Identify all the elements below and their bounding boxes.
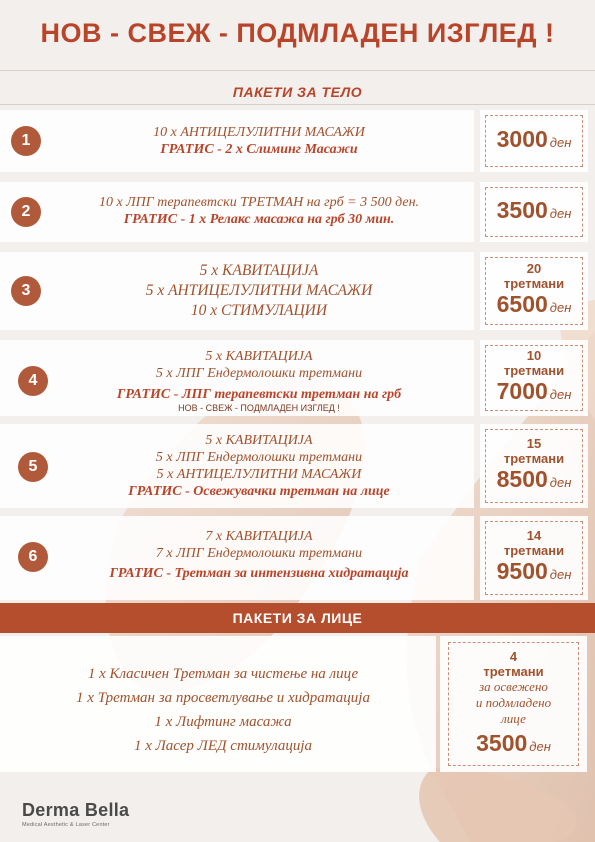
package-line: 5 х КАВИТАЦИЈА bbox=[205, 433, 313, 448]
package-bonus: ГРАТИС - ЛПГ терапевтски третман на грб bbox=[116, 387, 402, 402]
logo-tagline: Medical Aesthetic & Laser Center bbox=[22, 822, 110, 828]
package-bonus: ГРАТИС - 1 х Релакс масажа на грб 30 мин. bbox=[123, 212, 395, 227]
price-box bbox=[480, 182, 588, 242]
price-currency: ден bbox=[549, 387, 572, 402]
treatment-count: 4 bbox=[509, 648, 518, 664]
price-box bbox=[480, 424, 588, 508]
face-offer-subtitle: лице bbox=[501, 710, 526, 726]
package-number-badge: 4 bbox=[18, 366, 48, 396]
package-number-badge: 6 bbox=[18, 542, 48, 572]
price-value: 3500 bbox=[476, 729, 528, 756]
face-offer-subtitle: за освежено bbox=[479, 678, 548, 694]
package-note: НОВ - СВЕЖ - ПОДМЛАДЕН ИЗГЛЕД ! bbox=[178, 403, 340, 413]
package-row bbox=[0, 252, 474, 330]
package-row bbox=[0, 110, 474, 172]
price-value: 7000 bbox=[496, 378, 548, 404]
package-description bbox=[50, 261, 468, 321]
package-line: 5 х АНТИЦЕЛУЛИТНИ МАСАЖИ bbox=[156, 467, 362, 482]
package-number-badge: 3 bbox=[11, 276, 41, 306]
face-treatment-item: 1 х Класичен Третман за чистење на лице bbox=[87, 666, 359, 682]
treatment-count-label: третмани bbox=[483, 663, 544, 679]
package-row bbox=[0, 516, 474, 600]
price-value: 6500 bbox=[496, 291, 548, 317]
price-currency: ден bbox=[549, 475, 572, 490]
face-package bbox=[0, 636, 436, 772]
treatment-count: 15 bbox=[526, 436, 542, 451]
price-currency: ден bbox=[549, 206, 572, 221]
package-description bbox=[50, 348, 468, 414]
face-price-box bbox=[440, 636, 587, 772]
package-line: 7 х ЛПГ Ендермолошки третмани bbox=[155, 546, 363, 561]
package-number-badge: 2 bbox=[11, 197, 41, 227]
price-value: 9500 bbox=[496, 558, 548, 584]
package-description bbox=[50, 194, 468, 228]
package-line: 10 х СТИМУЛАЦИИ bbox=[190, 302, 328, 319]
package-description bbox=[50, 432, 468, 500]
price-value: 8500 bbox=[496, 466, 548, 492]
package-bonus: ГРАТИС - Освежувачки третман на лице bbox=[128, 484, 390, 499]
face-treatment-list bbox=[20, 662, 426, 758]
price-box bbox=[480, 516, 588, 600]
package-row bbox=[0, 182, 474, 242]
package-bonus: ГРАТИС - 2 х Слиминг Масажи bbox=[160, 142, 358, 157]
face-treatment-item: 1 х Третман за просветлување и хидратација bbox=[76, 690, 370, 706]
face-offer-subtitle: и подмладено bbox=[475, 694, 552, 710]
price-box bbox=[480, 252, 588, 330]
treatment-count-label: третмани bbox=[503, 543, 565, 558]
divider bbox=[0, 70, 595, 71]
price-box bbox=[480, 110, 588, 172]
package-row bbox=[0, 424, 474, 508]
price-currency: ден bbox=[549, 567, 572, 582]
treatment-count-label: третмани bbox=[503, 363, 565, 378]
brand-logo bbox=[22, 800, 129, 828]
treatment-count: 20 bbox=[526, 261, 542, 276]
package-line: 10 х АНТИЦЕЛУЛИТНИ МАСАЖИ bbox=[153, 125, 365, 140]
face-treatment-item: 1 х Ласер ЛЕД стимулација bbox=[133, 738, 312, 754]
price-value: 3500 bbox=[496, 197, 548, 223]
price-currency: ден bbox=[549, 135, 572, 150]
package-description bbox=[50, 528, 468, 582]
price-value: 3000 bbox=[496, 126, 548, 152]
package-number-badge: 1 bbox=[11, 126, 41, 156]
face-section-title: ПАКЕТИ ЗА ЛИЦЕ bbox=[0, 603, 595, 633]
page-headline: НОВ - СВЕЖ - ПОДМЛАДЕН ИЗГЛЕД ! bbox=[40, 18, 555, 48]
price-currency: ден bbox=[549, 300, 572, 315]
treatment-count: 14 bbox=[526, 528, 542, 543]
package-line: 5 х КАВИТАЦИЈА bbox=[199, 262, 319, 279]
package-line: 7 х КАВИТАЦИЈА bbox=[205, 529, 313, 544]
treatment-count: 10 bbox=[526, 348, 542, 363]
logo-name: Derma Bella bbox=[22, 800, 130, 820]
package-line: 5 х ЛПГ Ендермолошки третмани bbox=[155, 366, 363, 381]
treatment-count-label: третмани bbox=[503, 276, 565, 291]
package-description bbox=[50, 124, 468, 158]
price-box bbox=[480, 340, 588, 416]
package-line: 5 х АНТИЦЕЛУЛИТНИ МАСАЖИ bbox=[145, 282, 373, 299]
package-line: 5 х ЛПГ Ендермолошки третмани bbox=[155, 450, 363, 465]
package-line: 5 х КАВИТАЦИЈА bbox=[205, 349, 313, 364]
face-treatment-item: 1 х Лифтинг масажа bbox=[154, 714, 292, 730]
price-currency: ден bbox=[529, 738, 551, 754]
package-line: 10 х ЛПГ терапевтски ТРЕТМАН на грб = 3 500 ден. bbox=[98, 195, 420, 210]
package-number-badge: 5 bbox=[18, 452, 48, 482]
package-row bbox=[0, 340, 474, 416]
body-section-title: ПАКЕТИ ЗА ТЕЛО bbox=[232, 84, 363, 100]
divider bbox=[0, 104, 595, 105]
package-bonus: ГРАТИС - Третман за интензивна хидратација bbox=[109, 566, 409, 581]
treatment-count-label: третмани bbox=[503, 451, 565, 466]
